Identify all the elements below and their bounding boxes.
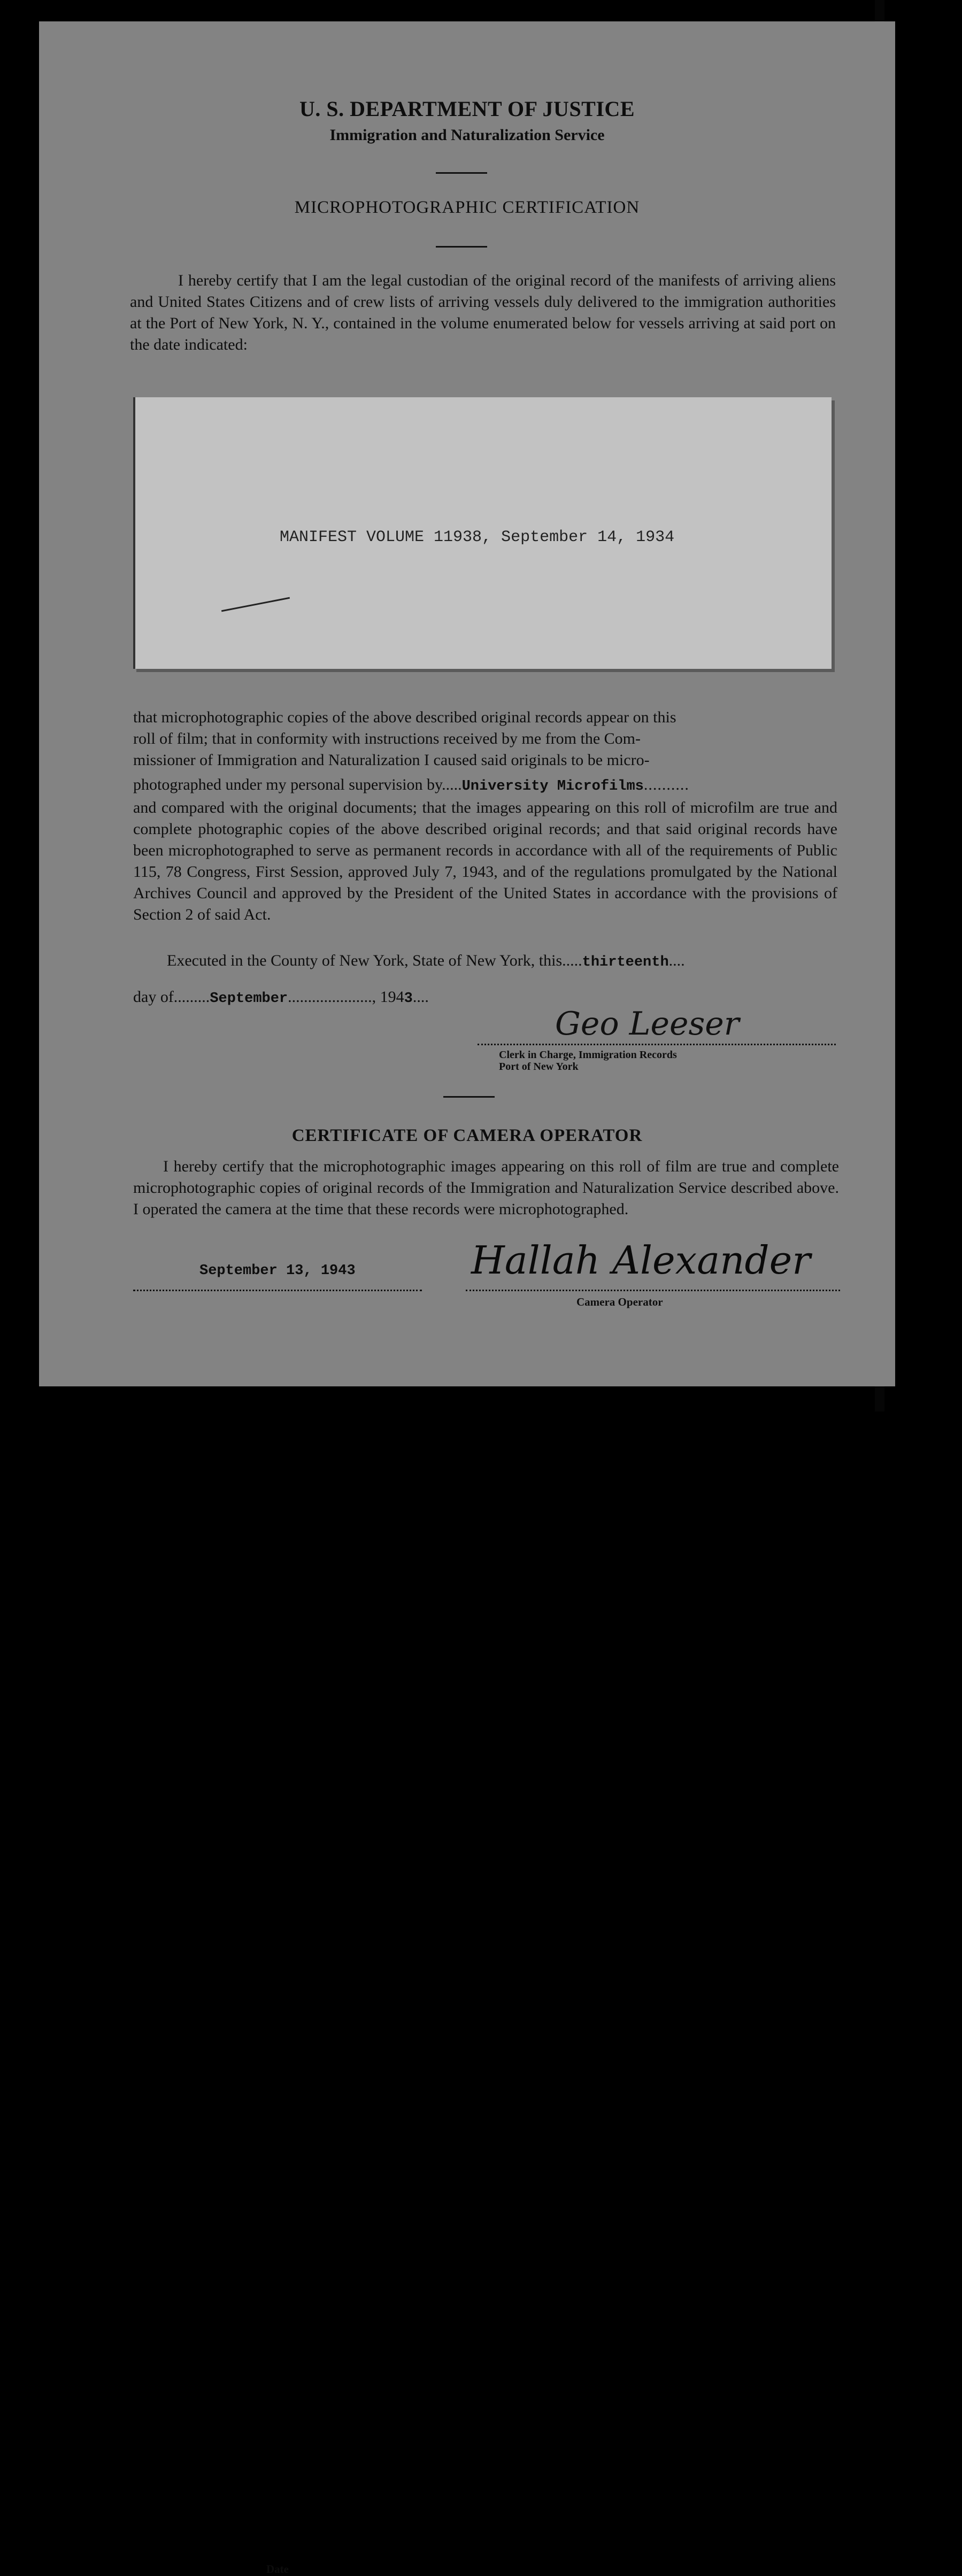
date-line (133, 1290, 422, 2575)
certification-body (133, 707, 837, 925)
day-of-prefix: day of......... (133, 988, 210, 1006)
certification-title: MICROPHOTOGRAPHIC CERTIFICATION (294, 198, 640, 217)
clerk-title-line: Port of New York (499, 1061, 579, 1073)
camera-operator-label: Camera Operator (576, 1295, 663, 1308)
day-of-line (133, 988, 429, 1007)
pencil-mark (221, 597, 290, 612)
photographer-suffix: .......... (643, 776, 689, 793)
year-suffix: .... (412, 988, 429, 1006)
body-line: that microphotographic copies of the above described original records appear on this (133, 708, 676, 726)
clerk-signature-line (478, 1044, 836, 1045)
intro-paragraph: I hereby certify that I am the legal custodian of the original record of the manifests of arriving aliens and United States Citizens and of crew lists of arriving vessels duly delivered to the immigration authorities at the Port of New York, N. Y., contained in the volume enumerated below for vessels arriving at said port on the date indicated: (130, 272, 836, 353)
execution-day: thirteenth (582, 954, 669, 970)
certificate-sheet (39, 21, 895, 2575)
date-label: Date (266, 2563, 289, 2575)
manifest-slip (133, 397, 832, 669)
execution-month: September (210, 991, 288, 1007)
clerk-title-line: Clerk in Charge, Immigration Records (499, 1049, 677, 1061)
camera-operator-title: CERTIFICATE OF CAMERA OPERATOR (291, 1126, 643, 1145)
body-line: roll of film; that in conformity with instructions received by me from the Com- (133, 730, 641, 747)
service-subheading: Immigration and Naturalization Service (329, 126, 605, 144)
divider-middle (436, 246, 487, 248)
execution-suffix: .... (668, 952, 685, 969)
camera-operator-paragraph: I hereby certify that the microphotographic images appearing on this roll of film are true and complete microphotographic copies of original records of the Immigration and Naturalization Service described above. I operated the camera at the time that these records were microphotographed. (133, 1158, 839, 1218)
body-line: missioner of Immigration and Naturalization I caused said originals to be micro- (133, 751, 650, 769)
department-heading: U. S. DEPARTMENT OF JUSTICE (299, 97, 635, 121)
operator-signature: Hallah Alexander (471, 1238, 811, 1283)
divider-bottom (443, 1096, 495, 1098)
photographer-prefix: photographed under my personal supervision by..... (133, 776, 462, 793)
execution-year-digit: 3 (404, 991, 413, 1007)
execution-line (133, 952, 871, 970)
clerk-title (499, 1049, 677, 1073)
operator-signature-line (466, 1290, 840, 1291)
clerk-signature: Geo Leeser (555, 1005, 740, 1043)
body-rest: and compared with the original documents; that the images appearing on this roll of microfilm are true and complete photographic copies of the above described original records; and that said original records have been microphotographed to serve as permanent records in accordance with all of the requirements of Public 115, 78 Congress, First Session, approved July 7, 1943, and of the regulations promulgated by the National Archives Council and approved by the President of the United States in accordance with the provisions of Section 2 of said Act. (133, 799, 837, 923)
manifest-volume-text: MANIFEST VOLUME 11938, September 14, 1934 (280, 528, 675, 546)
execution-prefix: Executed in the County of New York, State of New York, this..... (167, 952, 582, 969)
operator-date-value: September 13, 1943 (199, 1263, 356, 1279)
photographer-name: University Microfilms (461, 778, 644, 795)
divider-top (436, 172, 487, 174)
month-suffix: ....................., 194 (288, 988, 404, 1006)
photographer-line (133, 774, 837, 797)
